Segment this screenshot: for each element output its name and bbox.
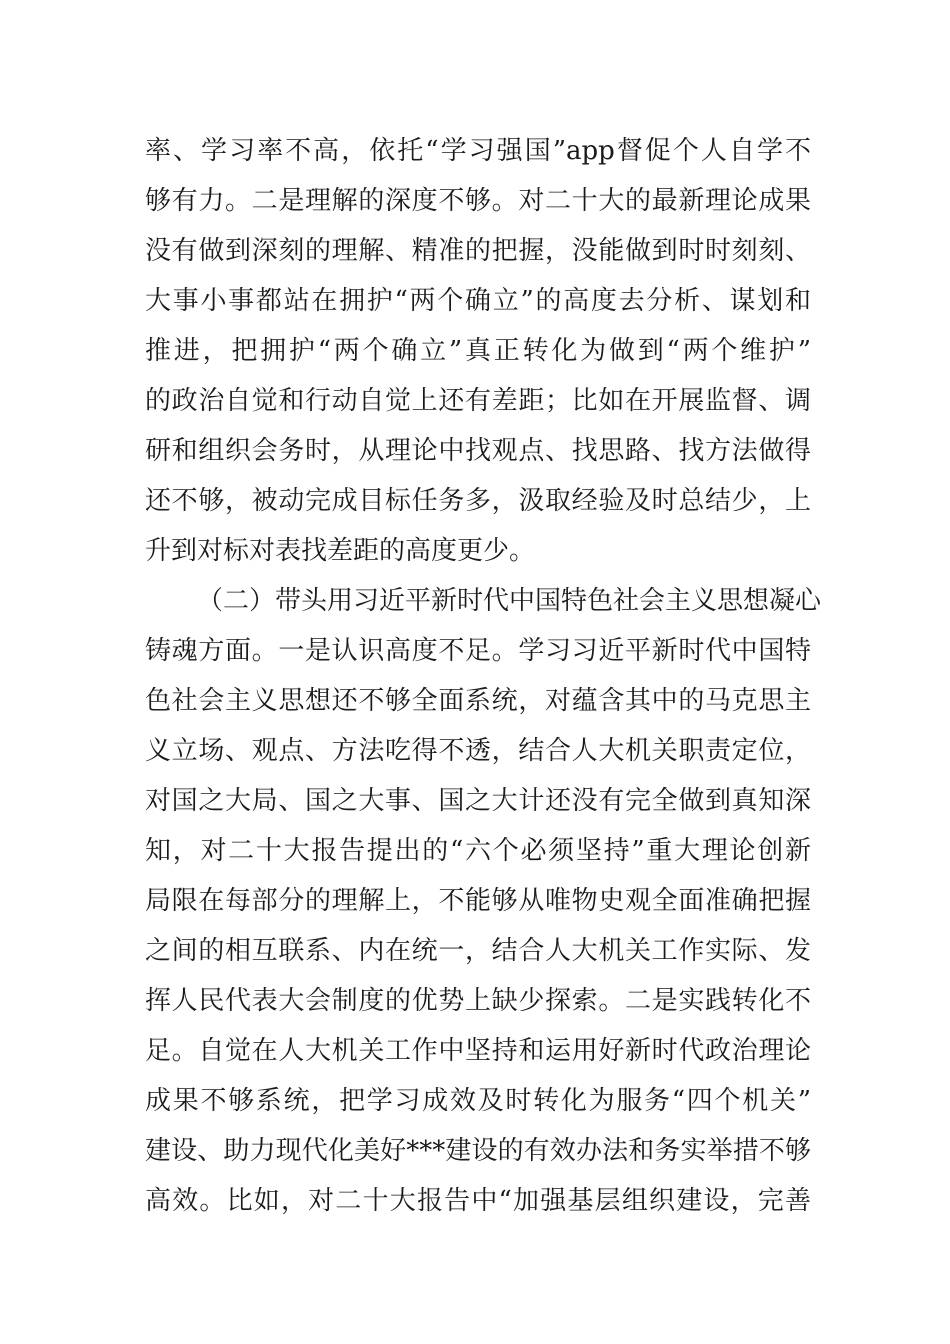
text-line: 研和组织会务时，从理论中找观点、找思路、找方法做得 bbox=[145, 436, 811, 466]
text-line: 色社会主义思想还不够全面系统，对蕴含其中的马克思主 bbox=[145, 686, 811, 716]
text-line: 没有做到深刻的理解、精准的把握，没能做到时时刻刻、 bbox=[145, 236, 811, 266]
text-line: 还不够，被动完成目标任务多，汲取经验及时总结少，上 bbox=[145, 486, 811, 516]
text-line: 义立场、观点、方法吃得不透，结合人大机关职责定位， bbox=[145, 736, 811, 766]
paragraph-2 bbox=[145, 576, 822, 1226]
document-body bbox=[145, 126, 822, 1226]
text-line: 之间的相互联系、内在统一，结合人大机关工作实际、发 bbox=[145, 936, 811, 966]
text-line: 足。自觉在人大机关工作中坚持和运用好新时代政治理论 bbox=[145, 1036, 811, 1066]
text-line: 知，对二十大报告提出的“六个必须坚持”重大理论创新 bbox=[145, 836, 811, 866]
text-line: 挥人民代表大会制度的优势上缺少探索。二是实践转化不 bbox=[145, 986, 811, 1016]
section-heading-line: （二）带头用习近平新时代中国特色社会主义思想凝心 bbox=[197, 586, 822, 616]
text-line: 大事小事都站在拥护“两个确立”的高度去分析、谋划和 bbox=[145, 286, 811, 316]
text-line: 高效。比如，对二十大报告中“加强基层组织建设，完善 bbox=[145, 1186, 811, 1216]
text-line: 成果不够系统，把学习成效及时转化为服务“四个机关” bbox=[145, 1086, 811, 1116]
text-line: 铸魂方面。一是认识高度不足。学习习近平新时代中国特 bbox=[145, 636, 811, 666]
text-line: 对国之大局、国之大事、国之大计还没有完全做到真知深 bbox=[145, 786, 811, 816]
text-line: 升到对标对表找差距的高度更少。 bbox=[145, 536, 536, 566]
text-line: 够有力。二是理解的深度不够。对二十大的最新理论成果 bbox=[145, 186, 811, 216]
text-line: 率、学习率不高，依托“学习强国”app督促个人自学不 bbox=[145, 136, 811, 166]
paragraph-1 bbox=[145, 126, 811, 576]
text-line: 局限在每部分的理解上，不能够从唯物史观全面准确把握 bbox=[145, 886, 811, 916]
text-line: 推进，把拥护“两个确立”真正转化为做到“两个维护” bbox=[145, 336, 811, 366]
text-line: 的政治自觉和行动自觉上还有差距；比如在开展监督、调 bbox=[145, 386, 811, 416]
text-line: 建设、助力现代化美好***建设的有效办法和务实举措不够 bbox=[145, 1136, 811, 1166]
